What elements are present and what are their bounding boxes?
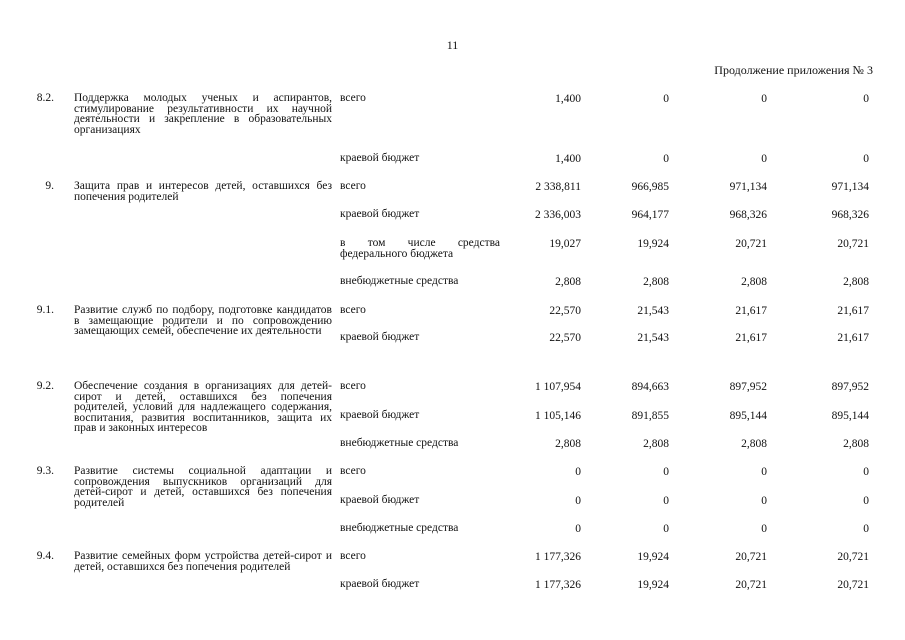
value-cell: 2,808 [741,438,767,450]
value-cell: 0 [863,523,869,535]
value-cell: 21,617 [837,332,869,344]
value-cell: 971,134 [831,181,869,193]
value-cell: 966,985 [631,181,669,193]
funding-type: внебюджетные средства [340,275,459,287]
value-cell: 2 336,003 [535,209,581,221]
value-cell: 22,570 [549,332,581,344]
value-cell: 20,721 [735,238,767,250]
value-cell: 968,326 [831,209,869,221]
value-cell: 894,663 [631,381,669,393]
value-cell: 0 [761,153,767,165]
funding-type: всего [340,380,366,392]
value-cell: 0 [761,523,767,535]
value-cell: 1 105,146 [535,410,581,422]
value-cell: 0 [663,466,669,478]
value-cell: 19,924 [637,551,669,563]
funding-type: всего [340,92,366,104]
value-cell: 0 [863,153,869,165]
value-cell: 0 [863,495,869,507]
funding-type: краевой бюджет [340,331,420,343]
value-cell: 895,144 [729,410,767,422]
value-cell: 0 [575,495,581,507]
funding-type: всего [340,465,366,477]
value-cell: 0 [663,523,669,535]
section-description: Обеспечение создания в организациях для детей-сирот и детей, оставшихся без попечения родителей, условий для надлежащего содержания, воспитания, развития воспитанников, защита их прав и законных интересов [74,380,332,434]
value-cell: 0 [761,466,767,478]
value-cell: 20,721 [837,238,869,250]
funding-type: краевой бюджет [340,208,420,220]
value-cell: 0 [863,93,869,105]
section-number: 8.2. [36,92,54,104]
value-cell: 971,134 [729,181,767,193]
continuation-label: Продолжение приложения № 3 [714,63,873,77]
section-number: 9.1. [36,304,54,316]
value-cell: 964,177 [631,209,669,221]
funding-type: всего [340,180,366,192]
value-cell: 20,721 [735,551,767,563]
value-cell: 897,952 [831,381,869,393]
value-cell: 0 [575,523,581,535]
value-cell: 21,617 [735,305,767,317]
value-cell: 2,808 [741,276,767,288]
value-cell: 895,144 [831,410,869,422]
value-cell: 20,721 [837,579,869,591]
value-cell: 0 [761,495,767,507]
value-cell: 2,808 [643,438,669,450]
value-cell: 2,808 [643,276,669,288]
value-cell: 1 107,954 [535,381,581,393]
value-cell: 1 177,326 [535,551,581,563]
funding-type: всего [340,550,366,562]
funding-type: в том числе средства федерального бюджета [340,237,500,260]
funding-type: всего [340,304,366,316]
value-cell: 21,617 [735,332,767,344]
value-cell: 0 [663,495,669,507]
value-cell: 20,721 [837,551,869,563]
value-cell: 19,924 [637,238,669,250]
value-cell: 0 [663,153,669,165]
funding-type: краевой бюджет [340,409,420,421]
section-number: 9. [45,180,54,192]
value-cell: 20,721 [735,579,767,591]
value-cell: 1 177,326 [535,579,581,591]
value-cell: 2,808 [555,276,581,288]
value-cell: 19,924 [637,579,669,591]
section-description: Защита прав и интересов детей, оставшихся без попечения родителей [74,180,332,203]
funding-type: краевой бюджет [340,152,420,164]
funding-type: внебюджетные средства [340,437,459,449]
section-description: Развитие семейных форм устройства детей-сирот и детей, оставшихся без попечения родителей [74,550,332,573]
section-description: Поддержка молодых ученых и аспирантов, стимулирование результативности их научной деятельности и закрепление в образовательных организациях [74,92,332,136]
value-cell: 21,543 [637,305,669,317]
value-cell: 2,808 [555,438,581,450]
value-cell: 2,808 [843,276,869,288]
value-cell: 19,027 [549,238,581,250]
value-cell: 2 338,811 [535,181,581,193]
value-cell: 1,400 [555,93,581,105]
page-number: 11 [446,38,459,52]
value-cell: 22,570 [549,305,581,317]
value-cell: 21,617 [837,305,869,317]
value-cell: 968,326 [729,209,767,221]
section-number: 9.3. [36,465,54,477]
section-description: Развитие системы социальной адаптации и сопровождения выпускников организаций для детей-сирот и детей, оставшихся без попечения родителей [74,465,332,509]
section-number: 9.4. [36,550,54,562]
value-cell: 1,400 [555,153,581,165]
section-description: Развитие служб по подбору, подготовке кандидатов в замещающие родители и по сопровождению замещающих семей, обеспечение их деятельности [74,304,332,337]
value-cell: 0 [575,466,581,478]
value-cell: 891,855 [631,410,669,422]
value-cell: 0 [761,93,767,105]
funding-type: внебюджетные средства [340,522,459,534]
funding-type: краевой бюджет [340,494,420,506]
value-cell: 2,808 [843,438,869,450]
section-number: 9.2. [36,380,54,392]
value-cell: 0 [863,466,869,478]
funding-type: краевой бюджет [340,578,420,590]
value-cell: 897,952 [729,381,767,393]
value-cell: 0 [663,93,669,105]
value-cell: 21,543 [637,332,669,344]
